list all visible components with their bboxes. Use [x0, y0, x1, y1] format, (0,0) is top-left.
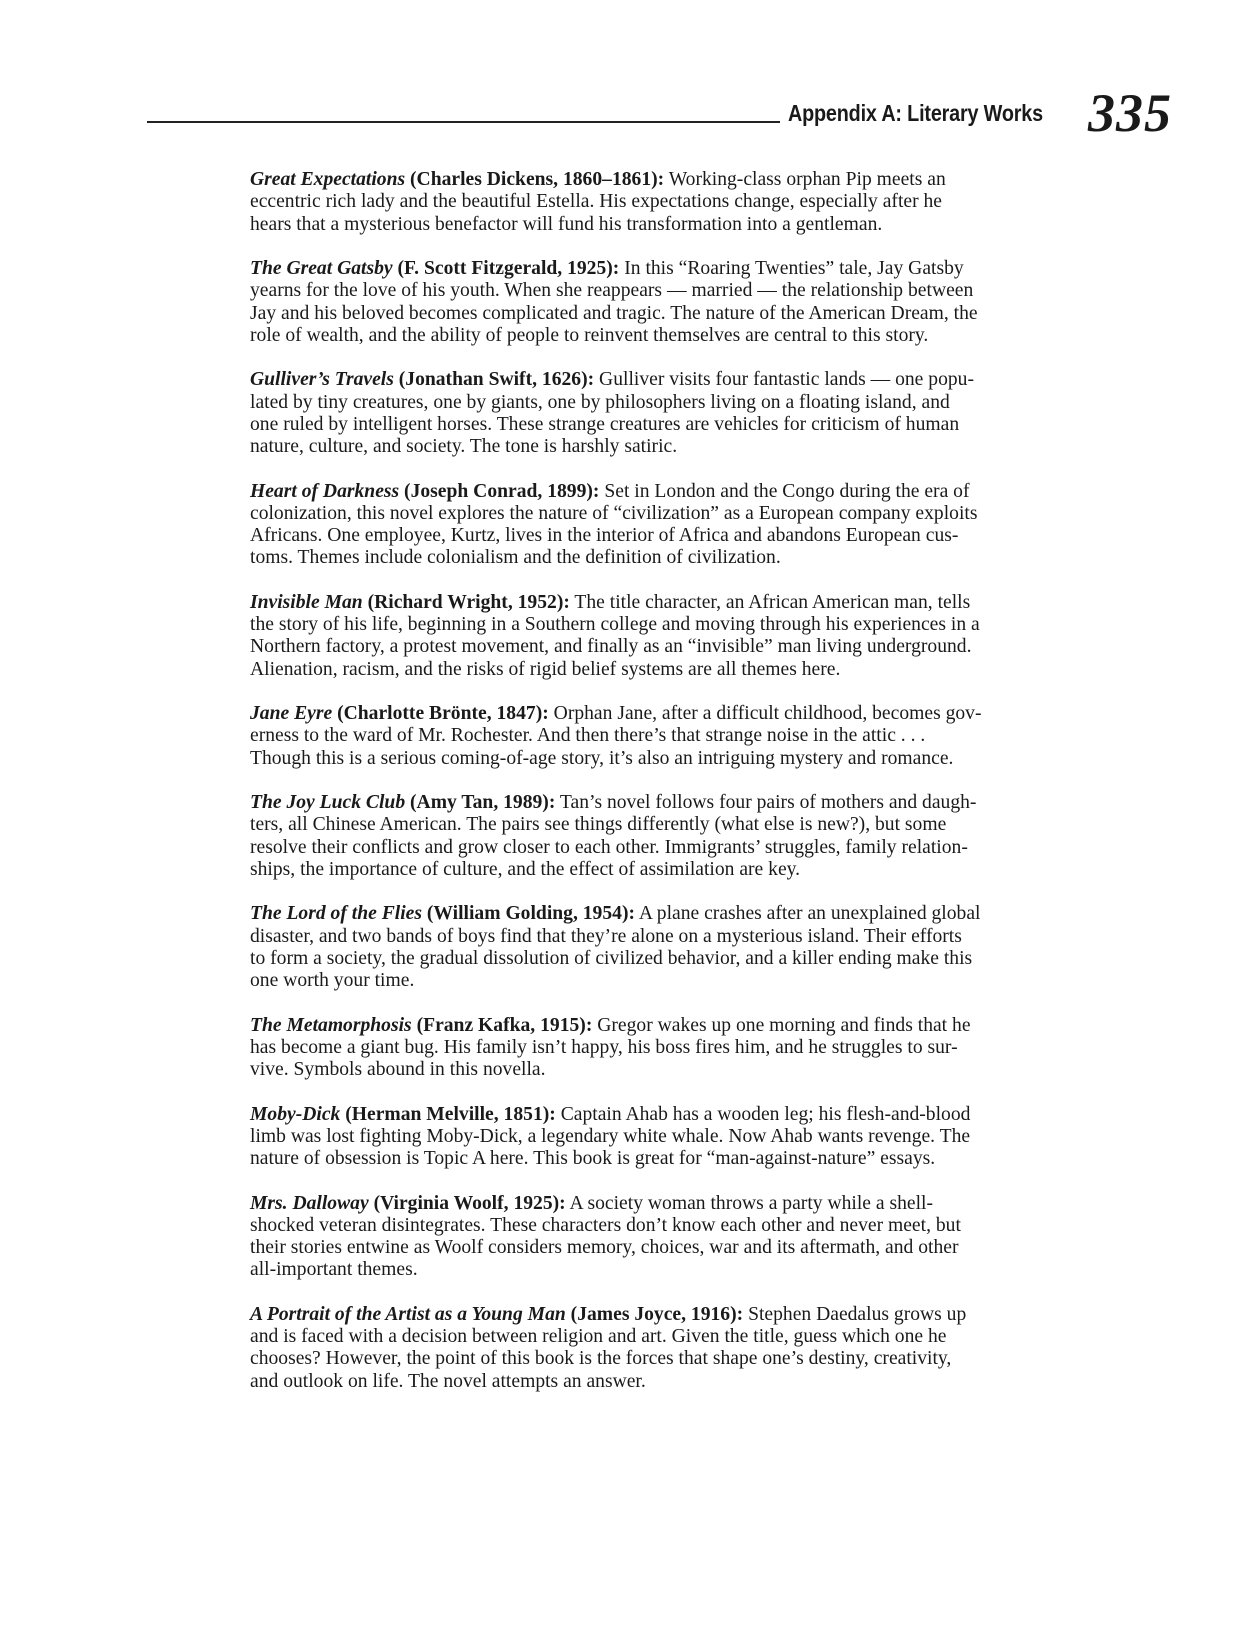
work-title: Moby-Dick	[250, 1103, 341, 1125]
literary-work-entry	[250, 1015, 1070, 1082]
work-title: The Lord of the Flies	[250, 903, 422, 925]
entry-line	[250, 792, 1070, 814]
entry-line: all-important themes.	[250, 1259, 418, 1281]
entry-line: eccentric rich lady and the beautiful Estella. His expectations change, especially after he	[250, 191, 942, 213]
entry-line: and is faced with a decision between religion and art. Given the title, guess which one he	[250, 1326, 947, 1347]
entry-line: Alienation, racism, and the risks of rigid belief systems are all themes here.	[250, 658, 841, 680]
literary-work-entry	[250, 703, 1070, 770]
entry-text: A society woman throws a party while a shell-	[565, 1192, 934, 1214]
work-author-year: (James Joyce, 1916):	[565, 1303, 744, 1325]
entry-text: Stephen Daedalus grows up	[743, 1303, 967, 1325]
entry-line: yearns for the love of his youth. When she reappears — married — the relationship between	[250, 280, 974, 302]
work-author-year: (Herman Melville, 1851):	[340, 1103, 556, 1125]
entry-line: lated by tiny creatures, one by giants, one by philosophers living on a floating island, and	[250, 391, 950, 413]
literary-work-entry	[250, 1104, 1070, 1171]
literary-work-entry	[250, 1193, 1070, 1282]
entry-text: A plane crashes after an unexplained global	[635, 903, 981, 925]
entry-line: and outlook on life. The novel attempts an answer.	[250, 1370, 646, 1392]
entry-text: Captain Ahab has a wooden leg; his flesh-and-blood	[555, 1103, 971, 1125]
entry-line	[250, 1193, 1070, 1215]
work-title: Great Expectations	[250, 169, 406, 190]
work-author-year: (Charlotte Brönte, 1847):	[332, 703, 549, 724]
header-rule	[147, 121, 780, 123]
work-author-year: (Joseph Conrad, 1899):	[399, 480, 600, 502]
entry-line: resolve their conflicts and grow closer to each other. Immigrants’ struggles, family relation-	[250, 836, 968, 858]
entry-line: Africans. One employee, Kurtz, lives in the interior of Africa and abandons European cus-	[250, 525, 959, 546]
entry-line: shocked veteran disintegrates. These characters don’t know each other and never meet, but	[250, 1214, 961, 1236]
entry-line: chooses? However, the point of this book is the forces that shape one’s destiny, creativity,	[250, 1348, 952, 1370]
entry-line: hears that a mysterious benefactor will fund his transformation into a gentleman.	[250, 213, 883, 235]
entry-text: The title character, an African American man, tells	[569, 591, 971, 613]
entry-line: the story of his life, beginning in a Southern college and moving through his experiences in a	[250, 614, 980, 635]
work-author-year: (Franz Kafka, 1915):	[411, 1014, 593, 1036]
work-title: A Portrait of the Artist as a Young Man	[250, 1303, 566, 1325]
running-header: Appendix A: Literary Works	[788, 100, 1043, 126]
entry-line: toms. Themes include colonialism and the definition of civilization.	[250, 547, 781, 569]
entry-text: Set in London and the Congo during the era of	[599, 480, 970, 502]
work-title: Mrs. Dalloway	[250, 1192, 369, 1214]
entry-line: ships, the importance of culture, and the effect of assimilation are key.	[250, 858, 801, 880]
entry-line: ters, all Chinese American. The pairs see things differently (what else is new?), but some	[250, 814, 947, 836]
entry-line	[250, 169, 1070, 191]
work-title: Gulliver’s Travels	[250, 369, 394, 391]
entry-line: nature of obsession is Topic A here. This book is great for “man-against-nature” essays.	[250, 1148, 936, 1169]
work-title: The Great Gatsby	[250, 258, 393, 279]
entry-text: Gulliver visits four fantastic lands — one popu-	[594, 369, 974, 391]
work-author-year: (Virginia Woolf, 1925):	[368, 1192, 566, 1214]
entry-text: Tan’s novel follows four pairs of mothers and daugh-	[555, 792, 977, 813]
entry-line: vive. Symbols abound in this novella.	[250, 1059, 546, 1080]
literary-work-entry	[250, 592, 1070, 681]
work-author-year: (Amy Tan, 1989):	[405, 792, 556, 813]
work-title: Invisible Man	[250, 591, 363, 613]
entry-line	[250, 1104, 1070, 1126]
literary-work-entry	[250, 903, 1070, 992]
entry-line: their stories entwine as Woolf considers memory, choices, war and its aftermath, and other	[250, 1237, 959, 1258]
entry-line	[250, 703, 1070, 725]
work-title: The Metamorphosis	[250, 1014, 412, 1036]
literary-work-entry	[250, 258, 1070, 347]
entry-line: nature, culture, and society. The tone is harshly satiric.	[250, 436, 678, 457]
literary-work-entry	[250, 369, 1070, 458]
work-title: Jane Eyre	[250, 703, 333, 724]
entry-line: to form a society, the gradual dissolution of civilized behavior, and a killer ending make this	[250, 947, 973, 969]
entry-line	[250, 1304, 1070, 1326]
page-number: 335	[1088, 83, 1172, 143]
entry-line: colonization, this novel explores the nature of “civilization” as a European company exploits	[250, 502, 978, 524]
entry-line	[250, 1015, 1070, 1037]
entry-line: one ruled by intelligent horses. These strange creatures are vehicles for criticism of human	[250, 413, 960, 435]
work-title: Heart of Darkness	[250, 480, 400, 502]
entry-line: role of wealth, and the ability of people to reinvent themselves are central to this story.	[250, 324, 929, 346]
entry-line: limb was lost fighting Moby-Dick, a legendary white whale. Now Ahab wants revenge. The	[250, 1125, 971, 1147]
entry-line	[250, 369, 1070, 391]
entry-line: disaster, and two bands of boys find that they’re alone on a mysterious island. Their efforts	[250, 925, 962, 947]
literary-work-entry	[250, 792, 1070, 881]
entry-text: Orphan Jane, after a difficult childhood, becomes gov-	[548, 703, 982, 724]
entry-line: one worth your time.	[250, 970, 415, 991]
entry-text: Working-class orphan Pip meets an	[664, 169, 946, 190]
work-author-year: (Charles Dickens, 1860–1861):	[405, 169, 665, 190]
work-author-year: (F. Scott Fitzgerald, 1925):	[392, 258, 620, 279]
work-author-year: (Richard Wright, 1952):	[362, 591, 570, 613]
entry-line	[250, 481, 1070, 503]
entry-line	[250, 592, 1070, 614]
literary-work-entry	[250, 1304, 1070, 1393]
work-author-year: (William Golding, 1954):	[421, 903, 635, 925]
entry-list	[250, 169, 1070, 1415]
entry-line: has become a giant bug. His family isn’t happy, his boss fires him, and he struggles to sur-	[250, 1036, 958, 1058]
work-author-year: (Jonathan Swift, 1626):	[393, 369, 595, 391]
literary-work-entry	[250, 169, 1070, 236]
entry-line: Though this is a serious coming-of-age story, it’s also an intriguing mystery and romance.	[250, 747, 954, 769]
work-title: The Joy Luck Club	[250, 792, 406, 813]
literary-work-entry	[250, 481, 1070, 570]
entry-line: erness to the ward of Mr. Rochester. And then there’s that strange noise in the attic . . .	[250, 725, 926, 747]
entry-line	[250, 258, 1070, 280]
entry-line: Northern factory, a protest movement, and finally as an “invisible” man living underground.	[250, 636, 972, 658]
entry-text: In this “Roaring Twenties” tale, Jay Gatsby	[619, 258, 964, 279]
entry-line	[250, 903, 1070, 925]
entry-text: Gregor wakes up one morning and finds that he	[592, 1014, 971, 1036]
entry-line: Jay and his beloved becomes complicated and tragic. The nature of the American Dream, the	[250, 302, 978, 324]
